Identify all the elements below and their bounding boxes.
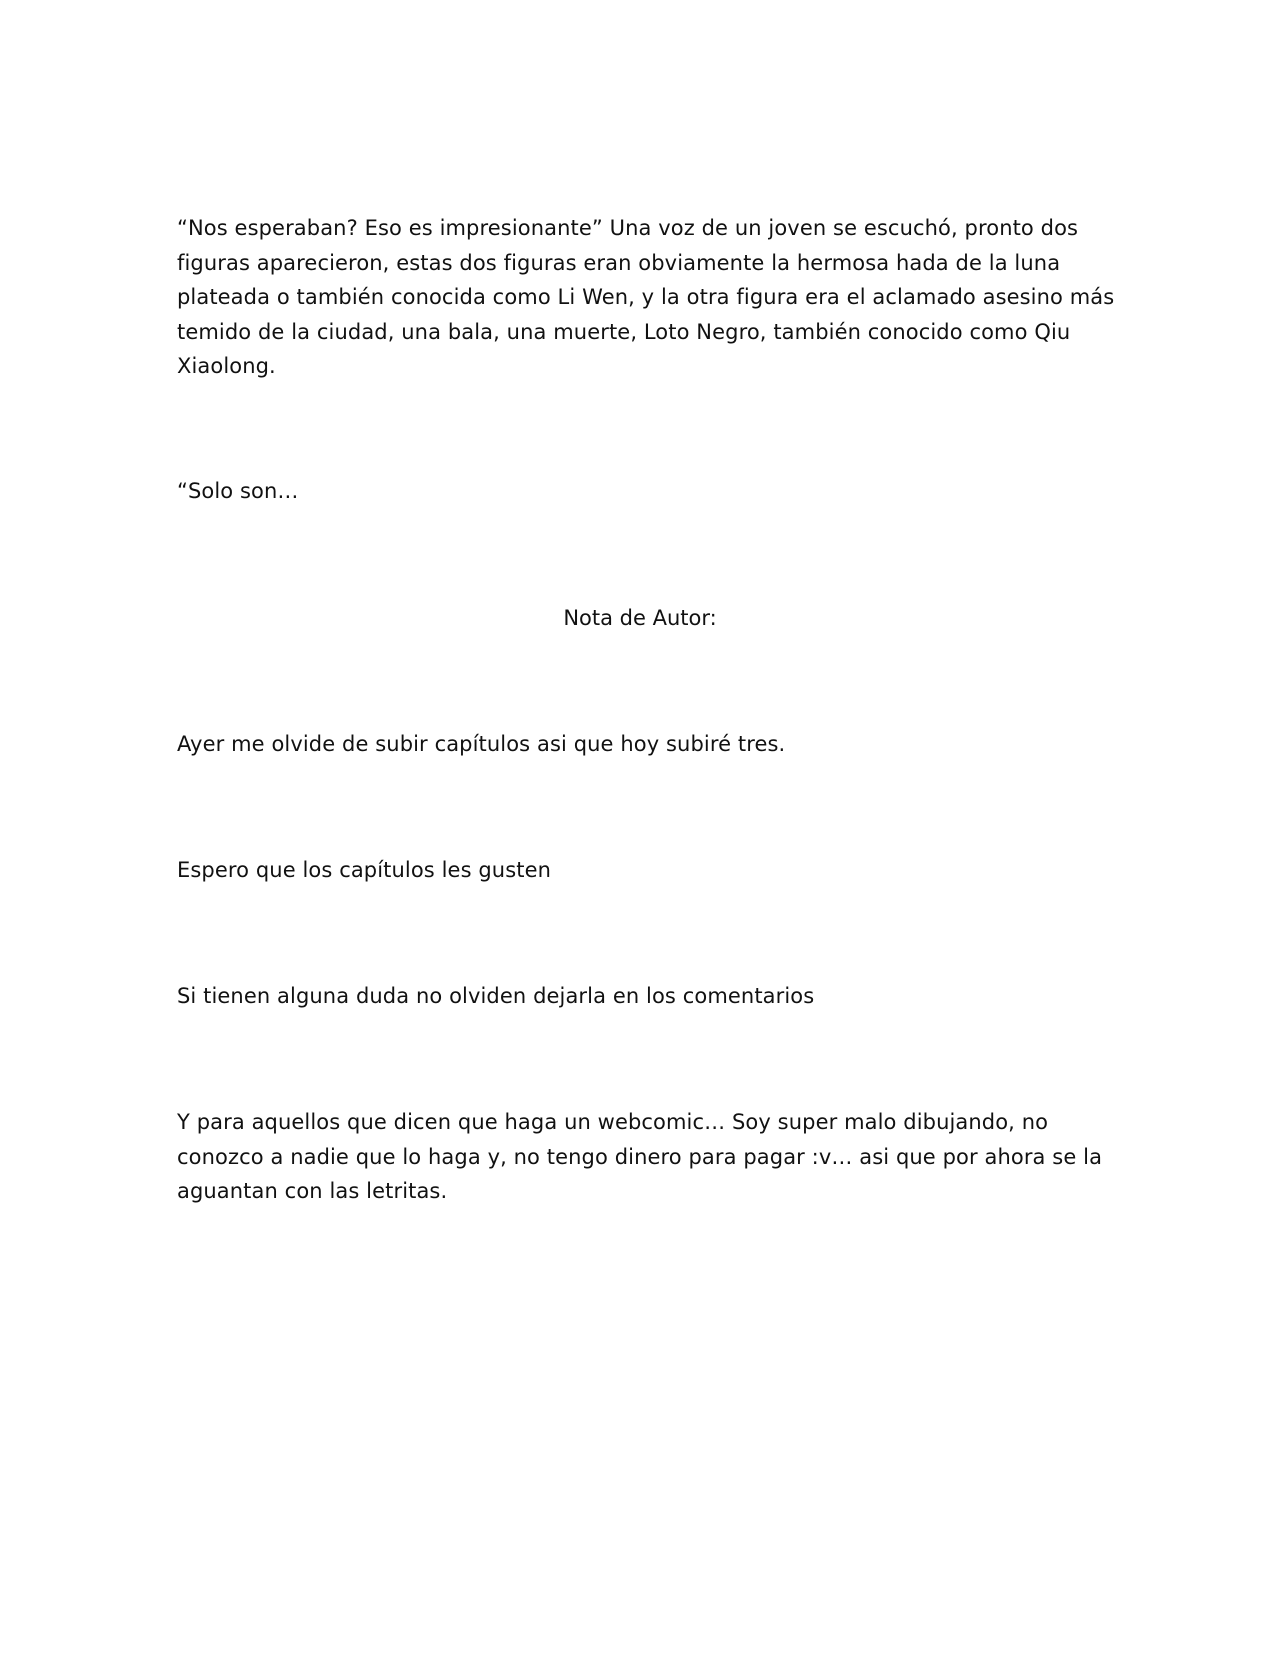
author-note-paragraph: Y para aquellos que dicen que haga un webcomic… Soy super malo dibujando, no conozco a nadie que lo haga y, no tengo dinero para pagar :v… asi que por ahora se la aguantan con las letritas. <box>177 1110 1103 1203</box>
author-note-paragraph: Ayer me olvide de subir capítulos asi que hoy subiré tres. <box>177 732 786 756</box>
author-note-paragraph: Si tienen alguna duda no olviden dejarla en los comentarios <box>177 984 815 1008</box>
story-paragraph: “Nos esperaban? Eso es impresionante” Una voz de un joven se escuchó, pronto dos figuras aparecieron, estas dos figuras eran obviamente la hermosa hada de la luna plateada o también conocida como Li Wen, y la otra figura era el aclamado asesino más temido de la ciudad, una bala, una muerte, Loto Negro, también conocido como Qiu Xiaolong. <box>177 216 1115 378</box>
story-paragraph: “Solo son… <box>177 479 299 503</box>
author-note-heading: Nota de Autor: <box>563 606 717 630</box>
author-note-paragraph: Espero que los capítulos les gusten <box>177 858 552 882</box>
